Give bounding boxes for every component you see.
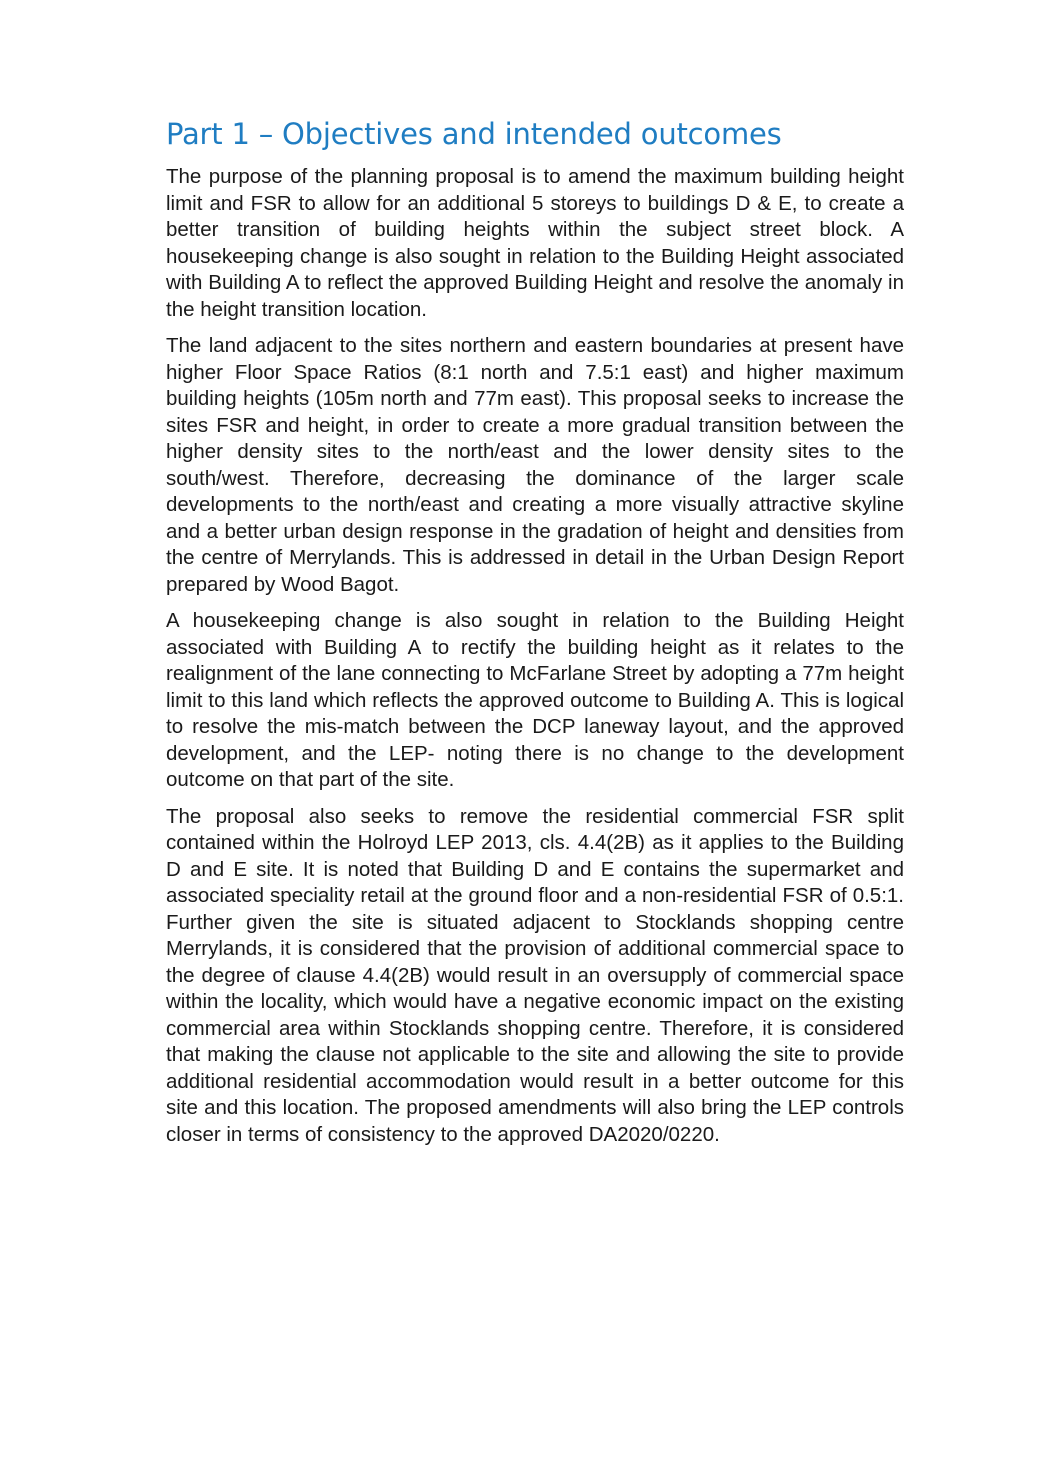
document-page (166, 112, 904, 1158)
paragraph-purpose: The purpose of the planning proposal is to amend the maximum building height limit and FSR to allow for an additional 5 storeys to buildings D & E, to create a better transition of building heights within the subject street block. A housekeeping change is also sought in relation to the Building Height associated with Building A to reflect the approved Building Height and resolve the anomaly in the height transition location. (166, 165, 904, 321)
paragraph-adjacent-land: The land adjacent to the sites northern and eastern boundaries at present have higher Floor Space Ratios (8:1 north and 7.5:1 east) and higher maximum building heights (105m north and 77m east). This proposal seeks to increase the sites FSR and height, in order to create a more gradual transition between the higher density sites to the north/east and the lower density sites to the south/west. Therefore, decreasing the dominance of the larger scale developments to the north/east and creating a more visually attractive skyline and a better urban design response in the gradation of height and densities from the centre of Merrylands. This is addressed in detail in the Urban Design Report prepared by Wood Bagot. (166, 334, 904, 596)
paragraph-housekeeping-change: A housekeeping change is also sought in relation to the Building Height associated with Building A to rectify the building height as it relates to the realignment of the lane connecting to McFarlane Street by adopting a 77m height limit to this land which reflects the approved outcome to Building A. This is logical to resolve the mis-match between the DCP laneway layout, and the approved development, and the LEP- noting there is no change to the development outcome on that part of the site. (166, 609, 904, 791)
paragraph-fsr-split: The proposal also seeks to remove the residential commercial FSR split contained within the Holroyd LEP 2013, cls. 4.4(2B) as it applies to the Building D and E site. It is noted that Building D and E contains the supermarket and associated speciality retail at the ground floor and a non-residential FSR of 0.5:1. Further given the site is situated adjacent to Stocklands shopping centre Merrylands, it is considered that the provision of additional commercial space to the degree of clause 4.4(2B) would result in an oversupply of commercial space within the locality, which would have a negative economic impact on the existing commercial area within Stocklands shopping centre. Therefore, it is considered that making the clause not applicable to the site and allowing the site to provide additional residential accommodation would result in a better outcome for this site and this location. The proposed amendments will also bring the LEP controls closer in terms of consistency to the approved DA2020/0220. (166, 804, 904, 1146)
section-heading: Part 1 – Objectives and intended outcomes (166, 117, 782, 151)
